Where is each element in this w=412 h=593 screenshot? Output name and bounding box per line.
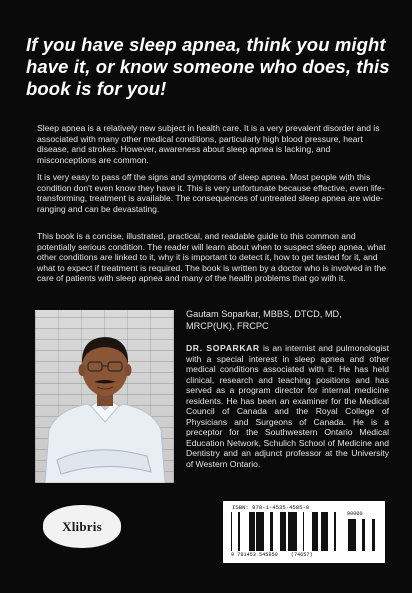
description-paragraph-2: It is very easy to pass off the signs and symptoms of sleep apnea. Most people with this condition don't even know they have it. This is very unfortunate because effective, even life-transforming, treatment is available. The consequences of untreated sleep apnea are wide-ranging and can be devastating. [37, 172, 385, 214]
author-portrait-illustration [35, 310, 174, 483]
publisher-logo [43, 505, 121, 548]
barcode-suffix: (74657) [290, 552, 313, 558]
description-paragraph-3: This book is a concise, illustrated, practical, and readable guide to this common and potentially serious condition. The reader will learn about when to suspect sleep apnea, what other conditions are linked to it, why it is important to detect it, how to get tested for it, and what to expect if treatment is required. The book is written by a doctor who is involved in the care of patients with sleep apnea and many of the health problems that go with it. [37, 231, 387, 284]
author-bio-lead: DR. SOPARKAR [186, 343, 260, 353]
barcode-number: 9 781453 545850 [231, 552, 278, 558]
author-bio [186, 343, 389, 470]
isbn-text: ISBN: 978-1-4535-4585-0 [232, 504, 310, 511]
cover-headline: If you have sleep apnea, think you might have it, or know someone who does, this book is for you! [26, 34, 390, 99]
barcode-icon [231, 512, 343, 551]
description-paragraph-1: Sleep apnea is a relatively new subject in health care. It is a very prevalent disorder and is associated with many other medical conditions, particularly high blood pressure, heart disease, and strokes. However, awareness about sleep apnea is lacking, and misconceptions are common. [37, 123, 380, 165]
author-photo [35, 310, 174, 483]
publisher-name: Xlibris [62, 518, 102, 534]
author-bio-text: is an internist and pulmonologist with a special interest in sleep apnea and other medical conditions associated with it. He has held clinical, research and teaching positions and has served as a program director for internal medicine residents. He has been an examiner for the Medical Council of Canada and the Royal College of Physicians and Surgeons of Canada. He is a preceptor for the Southwestern Ontario Medical Education Network, Schulich School of Medicine and Dentistry and an adjunct professor at the University of Western Ontario. [186, 343, 389, 470]
price-code: 90000 [347, 511, 363, 517]
price-barcode-icon [347, 519, 375, 551]
author-name-credentials: Gautam Soparkar, MBBS, DTCD, MD, MRCP(UK), FRCPC [186, 309, 342, 331]
barcode-digits [231, 552, 313, 558]
isbn-barcode-box [223, 501, 385, 563]
